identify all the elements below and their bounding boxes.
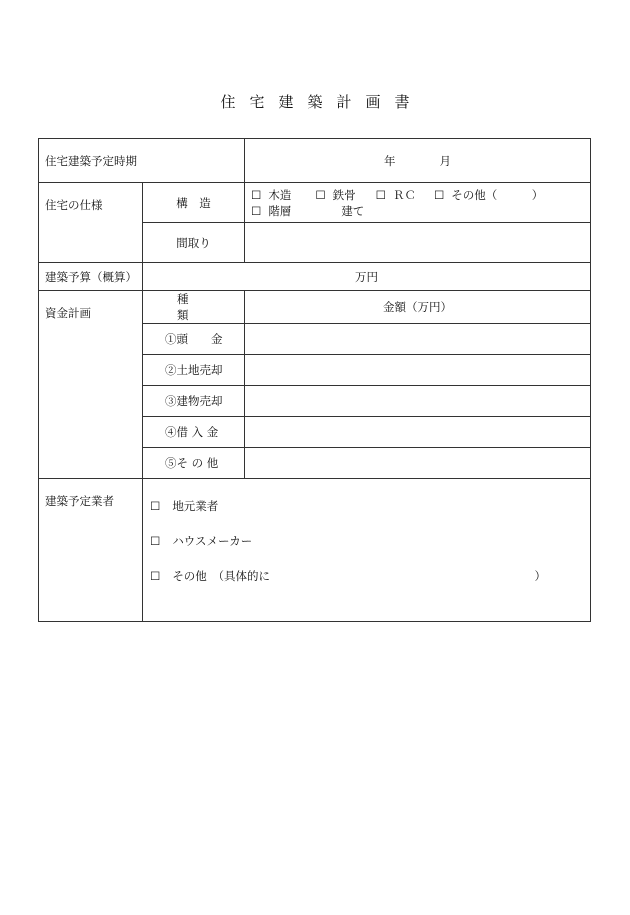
checkbox-wood[interactable]: ☐: [251, 187, 262, 202]
checkbox-rc[interactable]: ☐: [375, 187, 386, 202]
layout-label: 間取り: [143, 223, 245, 263]
floors-label: 階層: [268, 203, 292, 218]
option-other-builder: その他 （具体的に ）: [172, 569, 547, 583]
checkbox-floors[interactable]: ☐: [251, 203, 262, 218]
funding-label: 資金計画: [39, 291, 143, 479]
option-steel: 鉄骨: [332, 187, 356, 202]
funding-item-loan: ④借 入 金: [143, 417, 245, 448]
option-other-structure: その他（ ）: [451, 187, 544, 202]
budget-row: [39, 263, 591, 291]
structure-label: 構 造: [143, 183, 245, 223]
month-label: 月: [439, 153, 451, 168]
checkbox-local-builder[interactable]: ☐: [150, 499, 161, 513]
funding-amount-cell[interactable]: [245, 324, 591, 355]
budget-value-cell[interactable]: [143, 263, 591, 291]
funding-amount-cell[interactable]: [245, 355, 591, 386]
checkbox-steel[interactable]: ☐: [315, 187, 326, 202]
builder-row: [39, 479, 591, 622]
funding-item-building-sale: ③建物売却: [143, 386, 245, 417]
option-rc: ＲＣ: [392, 187, 416, 202]
funding-item-other: ⑤そ の 他: [143, 448, 245, 479]
plan-form-table: [38, 138, 591, 622]
budget-unit: 万円: [355, 269, 378, 284]
funding-amount-cell[interactable]: [245, 417, 591, 448]
funding-amount-cell[interactable]: [245, 448, 591, 479]
option-wood: 木造: [268, 187, 292, 202]
layout-value-cell[interactable]: [245, 223, 591, 263]
funding-item-down-payment: ①頭 金: [143, 324, 245, 355]
funding-col-amount: 金額（万円）: [245, 291, 591, 324]
checkbox-other-builder[interactable]: ☐: [150, 569, 161, 583]
funding-item-land-sale: ②土地売却: [143, 355, 245, 386]
funding-col-type: 種 類: [143, 291, 245, 324]
checkbox-other-structure[interactable]: ☐: [433, 187, 445, 202]
option-house-maker: ハウスメーカー: [172, 534, 253, 548]
structure-row: [39, 183, 591, 223]
schedule-row: [39, 139, 591, 183]
spec-label: 住宅の仕様: [39, 183, 143, 263]
option-local-builder: 地元業者: [172, 499, 219, 513]
checkbox-house-maker[interactable]: ☐: [150, 534, 161, 548]
document-title: 住宅建築計画書: [220, 93, 424, 111]
builder-options: [143, 479, 591, 622]
builder-label: 建築予定業者: [39, 479, 143, 622]
year-label: 年: [384, 153, 396, 168]
budget-label: 建築予算（概算）: [39, 263, 143, 291]
floors-suffix: 建て: [341, 203, 365, 218]
structure-options: [245, 183, 591, 223]
funding-header-row: [39, 291, 591, 324]
schedule-value-cell[interactable]: [245, 139, 591, 183]
funding-amount-cell[interactable]: [245, 386, 591, 417]
schedule-label: 住宅建築予定時期: [39, 139, 245, 183]
